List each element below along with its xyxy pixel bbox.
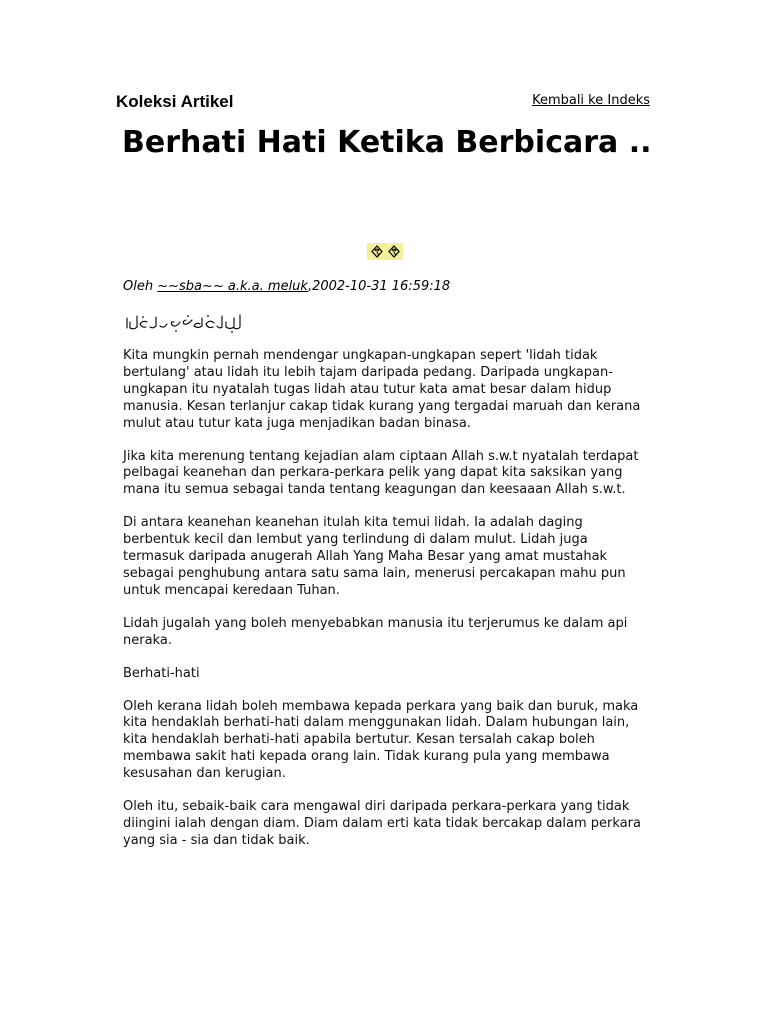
paragraph: Kita mungkin pernah mendengar ungkapan-ungkapan sepert 'lidah tidak bertulang' atau lidah itu lebih tajam daripada pedang. Daripada ungkapan-ungkapan itu nyatalah tugas lidah atau tutur kata amat besar dalam hidup manusia. Kesan terlanjur cakap tidak kurang yang tergadai maruah dan kerana mulut atau tutur kata juga menjadikan badan binasa. — [123, 348, 641, 431]
diamond-ornament-icon — [387, 245, 401, 258]
byline-prefix: Oleh — [123, 279, 158, 294]
article-title: Berhati Hati Ketika Berbicara .. — [122, 125, 652, 160]
author-link[interactable]: ~~sba~~ a.k.a. meluk — [157, 279, 308, 294]
ornament-divider — [367, 243, 403, 260]
paragraph: Di antara keanehan keanehan itulah kita temui lidah. Ia adalah daging berbentuk kecil dan lembut yang terlindung di dalam mulut. Lidah juga termasuk daripada anugerah Allah Yang Maha Besar yang amat mustahak sebagai penghubung antara satu sama lain, menerusi percakapan mahu pun untuk mencapai keredaan Tuhan. — [123, 515, 626, 598]
paragraph: Jika kita merenung tentang kejadian alam ciptaan Allah s.w.t nyatalah terdapat pelbagai keanehan dan perkara-perkara pelik yang dapat kita saksikan yang mana itu semua sebagai tanda tentang keagungan dan keesaaan Allah s.w.t. — [123, 448, 639, 498]
post-date: ,2002-10-31 16:59:18 — [307, 279, 451, 294]
paragraph: Lidah jugalah yang boleh menyebabkan manusia itu terjerumus ke dalam api neraka. — [123, 615, 628, 648]
section-title: Koleksi Artikel — [116, 92, 234, 111]
paragraph: Oleh itu, sebaik-baik cara mengawal diri daripada perkara-perkara yang tidak diingini ialah dengan diam. Diam dalam erti kata tidak bercakap dalam perkara yang sia - sia dan tidak baik. — [123, 799, 641, 848]
article-body — [123, 348, 653, 866]
arabic-greeting-calligraphy — [122, 312, 246, 334]
back-to-index-link[interactable]: Kembali ke Indeks — [532, 93, 650, 108]
arabic-greeting-text: السلام عليكم ورحمة الله — [122, 312, 133, 313]
diamond-ornament-icon — [370, 245, 384, 258]
byline — [123, 279, 450, 294]
paragraph: Oleh kerana lidah boleh membawa kepada perkara yang baik dan buruk, maka kita hendaklah berhati-hati dalam menggunakan lidah. Dalam hubungan lain, kita hendaklah berhati-hati apabila bertutur. Kesan tersalah cakap boleh membawa sakit hati kepada orang lain. Tidak kurang pula yang membawa kesusahan dan kerugian. — [123, 698, 639, 782]
subheading: Berhati-hati — [123, 665, 200, 681]
